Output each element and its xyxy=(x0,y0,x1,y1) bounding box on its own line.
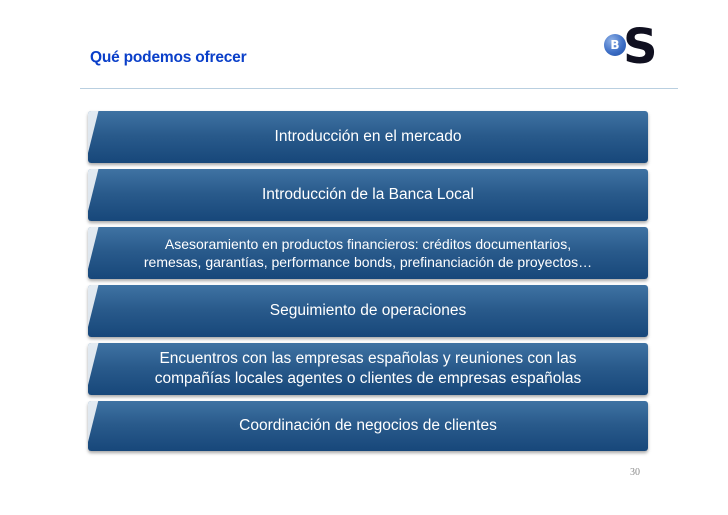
service-bar-client-coordination xyxy=(88,401,648,451)
logo-b-circle: B xyxy=(604,34,626,56)
service-bar-label: Introducción de la Banca Local xyxy=(262,186,474,203)
page-number: 30 xyxy=(630,467,640,478)
service-bar-label: Seguimiento de operaciones xyxy=(269,302,467,319)
service-bar-operations-followup xyxy=(88,285,648,337)
title-divider xyxy=(80,88,678,89)
service-list xyxy=(88,111,648,451)
bank-logo xyxy=(600,19,660,80)
service-bar-business-meetings xyxy=(88,343,648,395)
service-bar-label: Introducción en el mercado xyxy=(274,128,462,145)
service-bar-local-banking xyxy=(88,169,648,221)
service-bar-market-entry xyxy=(88,111,648,163)
slide-title: Qué podemos ofrecer xyxy=(90,49,247,66)
service-bar-financial-advice xyxy=(88,227,648,279)
logo-s-letter: S xyxy=(623,19,658,75)
service-bar-label: Coordinación de negocios de clientes xyxy=(239,417,497,434)
service-bar-label: Asesoramiento en productos financieros: créditos documentarios, remesas, garantías, performance bonds, prefinanciación de proyectos… xyxy=(143,235,593,270)
service-bar-label: Encuentros con las empresas españolas y reuniones con las compañías locales agentes o clientes de empresas españolas xyxy=(154,349,582,387)
